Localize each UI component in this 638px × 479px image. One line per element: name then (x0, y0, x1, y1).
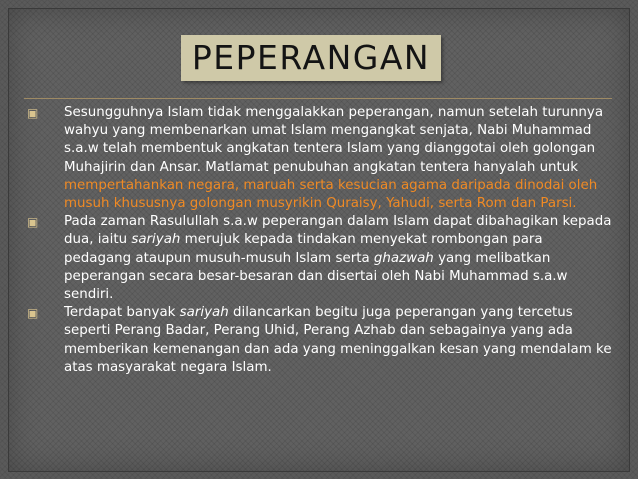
bullet-list (24, 104, 612, 377)
bullet-item-1 (24, 104, 612, 213)
title-divider (24, 98, 612, 99)
slide-title: PEPERANGAN (191, 38, 431, 77)
bullet-2-part3: yang melibatkan peperangan secara besar-besaran dan disertai oleh Nabi Muhammad s.a.w sendiri. (64, 250, 568, 303)
bullet-2-term-ghazwah: ghazwah (373, 250, 434, 266)
bullet-3-part2: dilancarkan begitu juga peperangan yang tercetus seperti Perang Badar, Perang Uhid, Perang Azhab dan sebagainya yang ada memberikan kemenangan dan ada yang meninggalkan kesan yang mendalam ke atas masyarakat negara Islam. (64, 305, 612, 375)
title-box (181, 35, 441, 81)
square-bullet-icon: ▣ (27, 215, 39, 230)
bullet-1-highlight: mempertahankan negara, maruah serta kesucian agama daripada dinodai oleh musuh khususnya golongan musyrikin Quraisy, Yahudi, serta Rom dan Parsi. (64, 177, 598, 212)
bullet-2-part1: Pada zaman Rasulullah s.a.w peperangan dalam Islam dapat dibahagikan kepada dua, iaitu (64, 214, 612, 248)
bullet-2-term-sariyah: sariyah (131, 232, 181, 248)
bullet-item-2 (24, 213, 612, 304)
bullet-1-text: Sesungguhnya Islam tidak menggalakkan peperangan, namun setelah turunnya wahyu yang membenarkan umat Islam mengangkat senjata, Nabi Muhammad s.a.w telah membentuk angkatan tentera Islam yang dianggotai oleh golongan Muhajirin dan Ansar. Matlamat penubuhan angkatan tentera hanyalah untuk (64, 105, 604, 175)
bullet-3-part1: Terdapat banyak (64, 305, 176, 321)
square-bullet-icon: ▣ (27, 106, 39, 120)
bullet-item-3 (24, 304, 612, 377)
bullet-3-term-sariyah: sariyah (179, 305, 229, 321)
bullet-2-part2: merujuk kepada tindakan menyekat rombongan para pedagang ataupun musuh-musuh Islam serta (64, 232, 543, 266)
square-bullet-icon: ▣ (27, 306, 39, 321)
